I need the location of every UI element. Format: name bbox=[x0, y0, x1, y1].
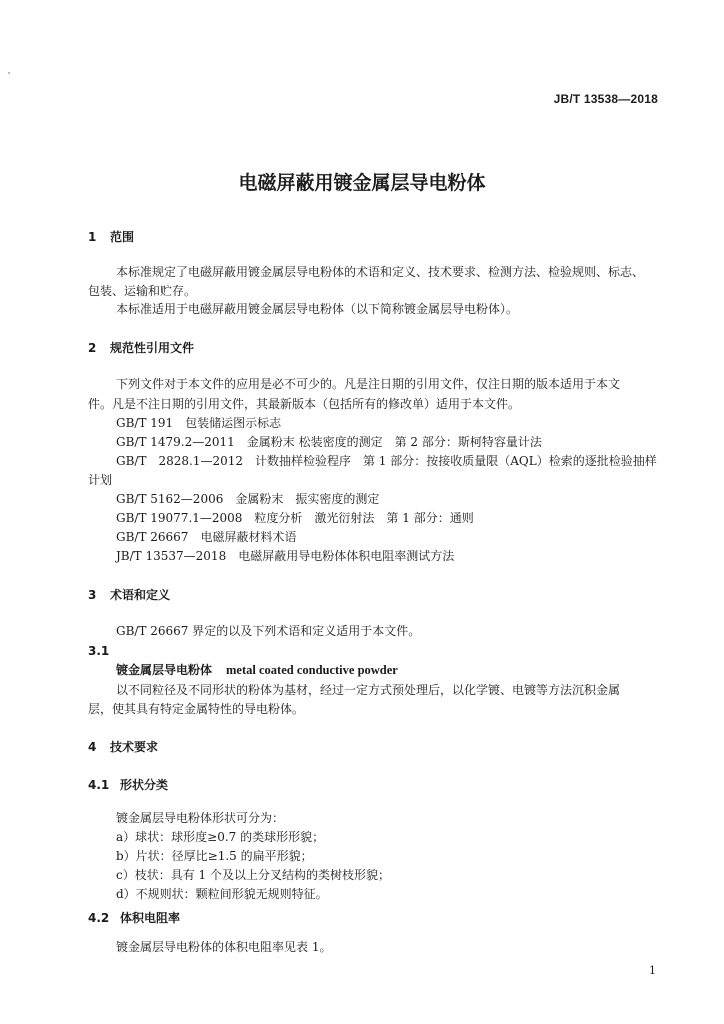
reference-item: GB/T 19077.1—2008 粒度分析 激光衍射法 第 1 部分：通则 bbox=[116, 511, 474, 525]
page-number: 1 bbox=[649, 964, 656, 977]
paragraph-line: 本标准规定了电磁屏蔽用镀金属层导电粉体的术语和定义、技术要求、检测方法、检验规则、标志、 bbox=[116, 265, 645, 279]
section-number: 3 bbox=[88, 588, 97, 602]
paragraph-line: 镀金属层导电粉体的体积电阻率见表 1。 bbox=[116, 940, 332, 954]
term-chinese: 镀金属层导电粉体 bbox=[116, 663, 213, 677]
reference-item: GB/T 2828.1—2012 计数抽样检验程序 第 1 部分：按接收质量限（AQL）检索的逐批检验抽样 bbox=[116, 454, 657, 468]
term-english: metal coated conductive powder bbox=[226, 663, 398, 677]
subsection-4-2-heading bbox=[88, 911, 180, 926]
subsection-number: 4.1 bbox=[88, 778, 110, 792]
definition-line: 层，使其具有特定金属特性的导电粉体。 bbox=[88, 702, 305, 716]
section-3-heading bbox=[88, 588, 170, 603]
section-number: 1 bbox=[88, 230, 97, 244]
reference-item: GB/T 1479.2—2011 金属粉末 松装密度的测定 第 2 部分：斯柯特容量计法 bbox=[116, 435, 542, 449]
subsection-4-1-heading bbox=[88, 778, 168, 793]
subsection-number: 4.2 bbox=[88, 911, 110, 925]
section-title: 技术要求 bbox=[110, 740, 159, 754]
reference-item: JB/T 13537—2018 电磁屏蔽用导电粉体体积电阻率测试方法 bbox=[116, 549, 455, 563]
section-1-heading bbox=[88, 230, 134, 245]
term-heading bbox=[116, 663, 398, 678]
paragraph-line: 件。凡是不注日期的引用文件，其最新版本（包括所有的修改单）适用于本文件。 bbox=[88, 397, 521, 411]
section-title: 术语和定义 bbox=[110, 588, 171, 602]
document-title: 电磁屏蔽用镀金属层导电粉体 bbox=[238, 172, 486, 194]
reference-item: GB/T 5162—2006 金属粉末 振实密度的测定 bbox=[116, 492, 380, 506]
standard-code: JB/T 13538—2018 bbox=[553, 92, 658, 106]
list-item: c）枝状：具有 1 个及以上分叉结构的类树枝形貌； bbox=[116, 868, 390, 882]
scan-speck bbox=[8, 72, 10, 74]
paragraph-line: 镀金属层导电粉体形状可分为： bbox=[116, 811, 285, 825]
section-title: 规范性引用文件 bbox=[110, 341, 195, 355]
paragraph-line: 本标准适用于电磁屏蔽用镀金属层导电粉体（以下简称镀金属层导电粉体）。 bbox=[116, 302, 519, 316]
list-item: d）不规则状：颗粒间形貌无规则特征。 bbox=[116, 887, 328, 901]
subsection-title: 体积电阻率 bbox=[120, 911, 181, 925]
subsection-title: 形状分类 bbox=[120, 778, 169, 792]
section-4-heading bbox=[88, 740, 158, 755]
list-item: a）球状：球形度≥0.7 的类球形形貌； bbox=[116, 830, 325, 844]
reference-item: GB/T 26667 电磁屏蔽材料术语 bbox=[116, 530, 297, 544]
list-item: b）片状：径厚比≥1.5 的扁平形貌； bbox=[116, 849, 313, 863]
section-number: 2 bbox=[88, 341, 97, 355]
paragraph-line: 包装、运输和贮存。 bbox=[88, 284, 197, 298]
section-number: 4 bbox=[88, 740, 97, 754]
reference-item-continuation: 计划 bbox=[88, 473, 113, 487]
section-2-heading bbox=[88, 341, 194, 356]
paragraph-line: 下列文件对于本文件的应用是必不可少的。凡是注日期的引用文件，仅注日期的版本适用于本文 bbox=[116, 377, 621, 391]
definition-line: 以不同粒径及不同形状的粉体为基材，经过一定方式预处理后，以化学镀、电镀等方法沉积金属 bbox=[116, 683, 621, 697]
section-title: 范围 bbox=[110, 230, 135, 244]
term-number: 3.1 bbox=[88, 644, 110, 658]
reference-item: GB/T 191 包装储运图示标志 bbox=[116, 416, 282, 430]
paragraph-line: GB/T 26667 界定的以及下列术语和定义适用于本文件。 bbox=[116, 624, 421, 638]
